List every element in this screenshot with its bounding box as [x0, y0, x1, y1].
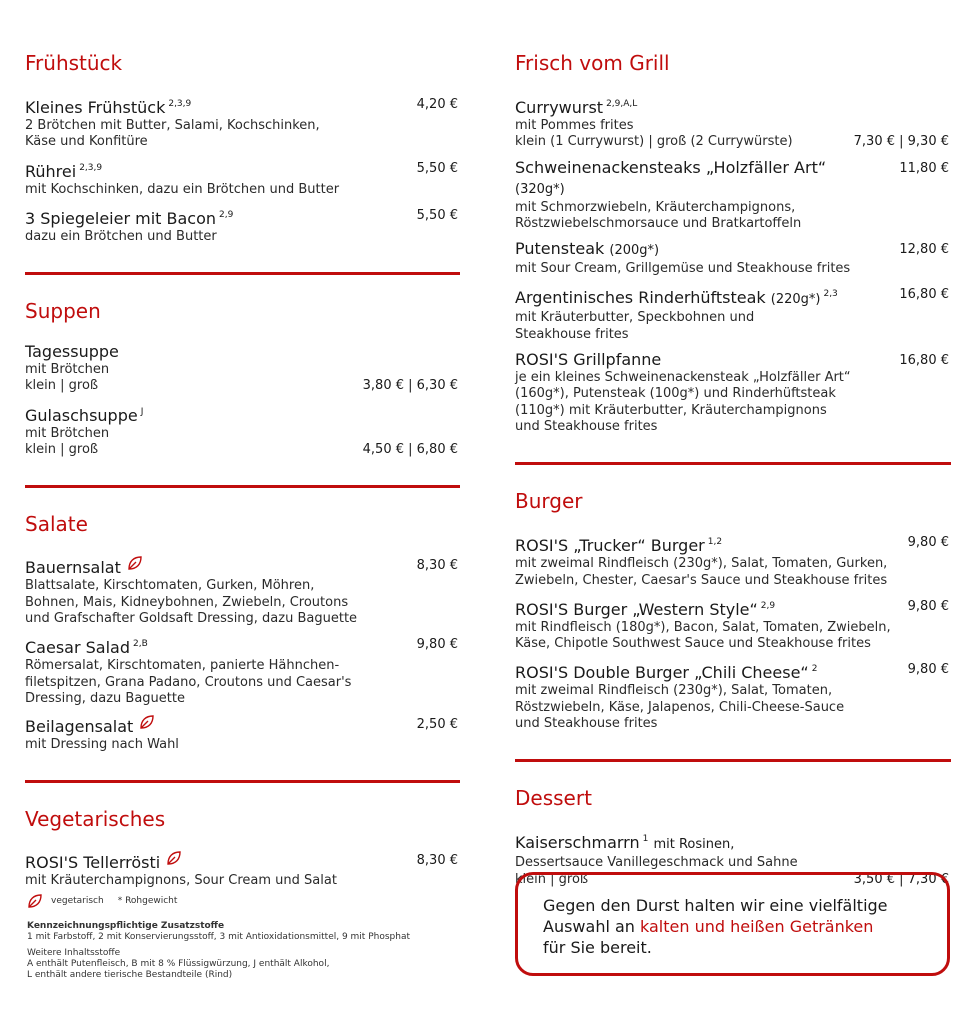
menu-item [25, 342, 460, 395]
menu-item [515, 158, 951, 233]
menu-item [25, 850, 460, 889]
item-description: und Grafschafter Goldsaft Dressing, dazu Baguette [25, 610, 358, 626]
item-name: ROSI'S Tellerrösti [25, 853, 161, 873]
item-name: Bauernsalat [25, 558, 121, 578]
item-price: 5,50 € [416, 160, 458, 176]
section-suppen [25, 296, 460, 458]
allergen-codes: 2,3 [823, 289, 838, 300]
item-description: klein | groß [25, 442, 99, 458]
item-description: 2 Brötchen mit Butter, Salami, Kochschinken, [25, 118, 320, 133]
item-description: Dressing, dazu Baguette [25, 690, 185, 706]
allergen-codes: 2,9 [219, 209, 234, 220]
item-price: 16,80 € [899, 287, 949, 303]
section-divider [25, 485, 460, 488]
legend-vegetarian: vegetarisch [51, 895, 104, 906]
item-name: Tagessuppe [25, 342, 119, 362]
menu-item [25, 634, 460, 707]
item-description: (160g*), Putensteak (100g*) und Rinderhüftsteak [515, 386, 836, 402]
item-price: 4,50 € | 6,80 € [362, 442, 458, 458]
drinks-notice-box [515, 872, 950, 976]
leaf-icon [166, 850, 182, 866]
item-description: mit Brötchen [25, 362, 110, 378]
item-name: Argentinisches Rinderhüftsteak [515, 288, 766, 308]
item-weight: (220g*) [770, 292, 821, 308]
allergen-codes: 1 [642, 834, 649, 845]
menu-item [515, 284, 951, 343]
right-column [515, 48, 951, 895]
item-price: 3,80 € | 6,30 € [362, 378, 458, 394]
legend-other-line: L enthält andere tierische Bestandteile (Rind) [27, 970, 233, 980]
section-vegetarisches [25, 804, 460, 889]
item-name: Kaiserschmarrn [515, 833, 640, 853]
menu-item [25, 158, 460, 198]
item-name: ROSI'S „Trucker“ Burger [515, 536, 705, 556]
item-name: Rührei [25, 161, 77, 181]
item-weight: (320g*) [515, 181, 565, 197]
item-description: Bohnen, Mais, Kidneybohnen, Zwiebeln, Croutons [25, 594, 349, 610]
item-price: 9,80 € [907, 535, 949, 551]
notice-line: Gegen den Durst halten wir eine vielfältige [543, 896, 888, 915]
section-title: Frühstück [25, 51, 123, 75]
notice-line: Auswahl an [543, 917, 641, 936]
item-description: Röstzwiebeln, Käse, Jalapenos, Chili-Cheese-Sauce [515, 699, 845, 715]
item-name: Caesar Salad [25, 638, 130, 658]
item-description: mit zweimal Rindfleisch (230g*), Salat, Tomaten, Gurken, [515, 556, 888, 572]
menu-item [515, 532, 951, 589]
item-description: klein (1 Currywurst) | groß (2 Currywürste) [515, 134, 793, 150]
leaf-icon [27, 893, 43, 909]
allergen-codes: 2,3,9 [79, 162, 103, 173]
item-name: Beilagensalat [25, 717, 134, 737]
item-description: Steakhouse frites [515, 326, 629, 342]
leaf-icon [127, 555, 143, 571]
item-price: 9,80 € [416, 637, 458, 653]
item-name: Currywurst [515, 98, 604, 117]
item-description: mit Kochschinken, dazu ein Brötchen und Butter [25, 181, 340, 197]
notice-highlight: kalten und heißen Getränken [640, 917, 874, 936]
section-title: Dessert [515, 786, 592, 811]
item-name: Putensteak [515, 239, 605, 259]
menu-item [25, 402, 460, 459]
notice-line: für Sie bereit. [543, 938, 652, 957]
item-price: 5,50 € [416, 207, 458, 223]
item-description: je ein kleines Schweinenackensteak „Holzfäller Art“ [515, 370, 851, 386]
item-description: und Steakhouse frites [515, 716, 658, 732]
item-name: ROSI'S Double Burger „Chili Cheese“ [515, 663, 809, 683]
item-description: mit Pommes frites [515, 118, 634, 133]
item-price: 8,30 € [416, 558, 458, 574]
legend-additives: 1 mit Farbstoff, 2 mit Konservierungsstoff, 3 mit Antioxidationsmittel, 9 mit Phosphat [27, 932, 410, 942]
section-burger [515, 486, 951, 732]
menu-item [515, 659, 951, 732]
menu-item [25, 94, 460, 151]
item-price: 2,50 € [416, 717, 458, 733]
allergen-codes: J [140, 406, 144, 417]
item-description: mit Dressing nach Wahl [25, 737, 179, 753]
legend-other-title: Weitere Inhaltsstoffe [27, 948, 121, 958]
item-price: 11,80 € [899, 160, 949, 176]
item-description: mit Schmorzwiebeln, Kräuterchampignons, [515, 199, 796, 215]
item-description: mit Kräuterbutter, Speckbohnen und [515, 310, 755, 326]
item-description: (110g*) mit Kräuterbutter, Kräuterchampignons [515, 402, 827, 418]
item-description: Zwiebeln, Chester, Caesar's Sauce und Steakhouse frites [515, 572, 888, 588]
item-price: 12,80 € [899, 242, 949, 258]
item-price: 8,30 € [416, 853, 458, 869]
section-title: Suppen [25, 299, 101, 324]
section-divider [25, 272, 460, 275]
allergen-codes: 2,B [133, 639, 148, 650]
section-title: Burger [515, 489, 583, 514]
menu-item [515, 94, 951, 151]
item-price: 4,20 € [416, 97, 458, 112]
menu-item [25, 714, 460, 753]
item-price: 16,80 € [899, 353, 949, 369]
left-column [25, 48, 460, 897]
leaf-icon [139, 714, 155, 730]
item-description: mit Kräuterchampignons, Sour Cream und Salat [25, 873, 337, 889]
item-description: klein | groß [25, 378, 99, 394]
item-description: und Steakhouse frites [515, 418, 658, 434]
item-price: 3,50 € | 7,30 € [853, 871, 949, 887]
item-description: Käse und Konfitüre [25, 134, 148, 150]
item-weight: (200g*) [609, 243, 660, 259]
item-description: mit Brötchen [25, 425, 110, 441]
allergen-codes: 2,3,9 [168, 99, 192, 109]
item-extra: mit Rosinen, [653, 837, 735, 853]
section-title: Frisch vom Grill [515, 51, 670, 75]
item-name: ROSI'S Burger „Western Style“ [515, 599, 758, 619]
item-name: 3 Spiegeleier mit Bacon [25, 208, 217, 228]
item-description: Römersalat, Kirschtomaten, panierte Hähnchen- [25, 658, 340, 674]
item-price: 7,30 € | 9,30 € [853, 134, 949, 150]
item-description: klein | groß [515, 871, 589, 887]
item-price: 9,80 € [907, 662, 949, 678]
section-grill [515, 48, 951, 435]
item-name: Kleines Frühstück [25, 98, 166, 117]
item-price: 9,80 € [907, 598, 949, 614]
legend-raw-weight: * Rohgewicht [117, 895, 178, 906]
item-description: filetspitzen, Grana Padano, Croutons und Caesar's [25, 674, 352, 690]
menu-item [515, 596, 951, 653]
item-description: mit Rindfleisch (180g*), Bacon, Salat, Tomaten, Zwiebeln, [515, 619, 891, 635]
section-divider [25, 780, 460, 783]
legend [27, 893, 467, 981]
allergen-codes: 2,9 [760, 600, 776, 611]
section-divider [515, 759, 951, 762]
allergen-codes: 2 [811, 664, 818, 675]
section-title: Salate [25, 512, 88, 537]
item-description: mit zweimal Rindfleisch (230g*), Salat, Tomaten, [515, 683, 833, 699]
item-name: ROSI'S Grillpfanne [515, 350, 662, 370]
item-description: dazu ein Brötchen und Butter [25, 228, 217, 244]
allergen-codes: 1,2 [707, 537, 723, 548]
menu-item [515, 239, 951, 277]
item-description: Dessertsauce Vanillegeschmack und Sahne [515, 855, 798, 871]
menu-item [25, 205, 460, 245]
item-description: Röstzwiebelschmorsauce und Bratkartoffeln [515, 215, 802, 231]
legend-additives-title: Kennzeichnungspflichtige Zusatzstoffe [27, 921, 225, 931]
section-divider [515, 462, 951, 465]
item-description: mit Sour Cream, Grillgemüse und Steakhouse frites [515, 261, 851, 277]
item-name: Gulaschsuppe [25, 405, 138, 425]
item-description: Blattsalate, Kirschtomaten, Gurken, Möhren, [25, 578, 315, 594]
legend-other-line: A enthält Putenfleisch, B mit 8 % Flüssigwürzung, J enthält Alkohol, [27, 959, 330, 969]
section-salate [25, 509, 460, 753]
item-name: Schweinenackensteaks „Holzfäller Art“ [515, 157, 827, 177]
allergen-codes: 2,9,A,L [606, 99, 638, 109]
section-title: Vegetarisches [25, 807, 166, 832]
menu-item [515, 350, 951, 435]
item-description: Käse, Chipotle Southwest Sauce und Steakhouse frites [515, 636, 871, 652]
menu-item [25, 555, 460, 627]
section-fruehstueck [25, 48, 460, 245]
